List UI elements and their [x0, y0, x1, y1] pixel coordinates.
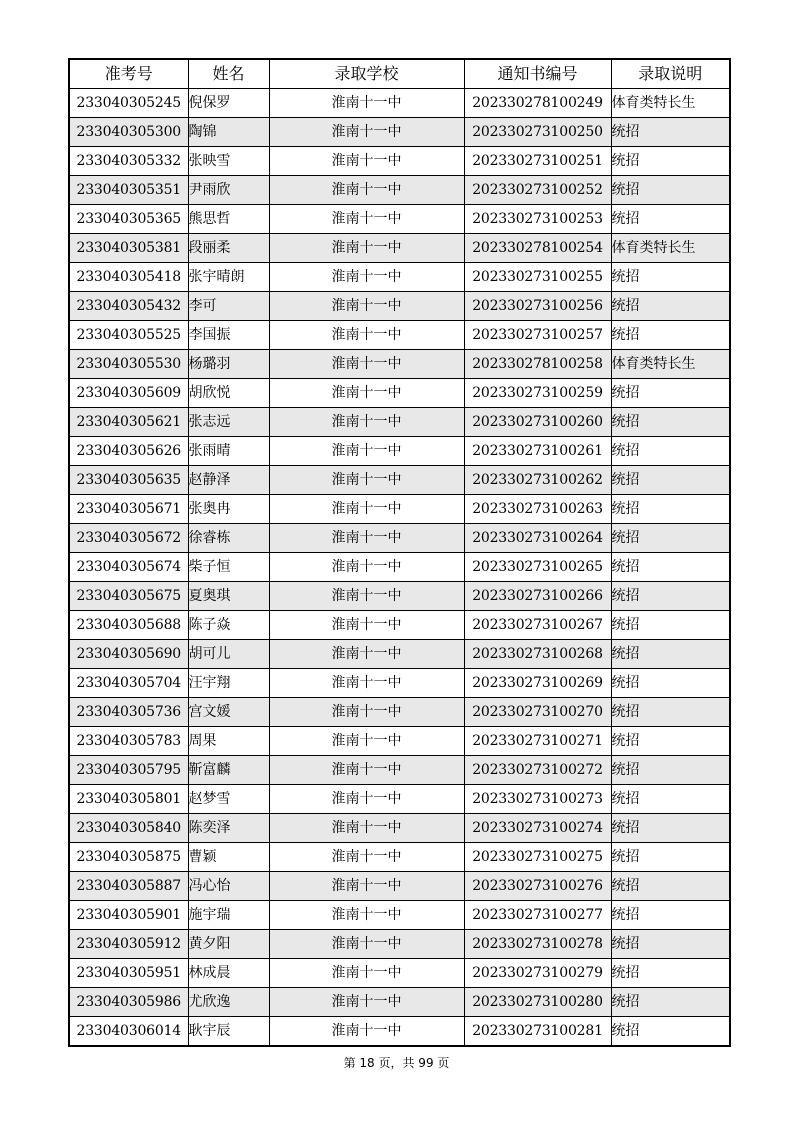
table-row: [69, 350, 730, 379]
student-name-cell: 柴子恒: [188, 553, 269, 582]
exam-number-cell: 233040305674: [69, 553, 188, 582]
notice-number-cell: 202330273100273: [464, 785, 611, 814]
exam-number-cell: 233040305887: [69, 872, 188, 901]
notice-number-cell: 202330273100278: [464, 930, 611, 959]
admission-note-cell: 统招: [611, 263, 730, 292]
student-name-cell: 尹雨欣: [188, 176, 269, 205]
header-row: [69, 59, 730, 89]
exam-number-cell: 233040305525: [69, 321, 188, 350]
student-name-cell: 胡欣悦: [188, 379, 269, 408]
notice-number-cell: 202330273100263: [464, 495, 611, 524]
student-name-cell: 张雨晴: [188, 437, 269, 466]
table-row: [69, 263, 730, 292]
admission-note-cell: 统招: [611, 582, 730, 611]
page-footer: 第 18 页，共 99 页: [343, 1056, 450, 1070]
table-row: [69, 118, 730, 147]
admitted-school-cell: 淮南十一中: [269, 930, 464, 959]
admitted-school-cell: 淮南十一中: [269, 727, 464, 756]
admission-note-cell: 统招: [611, 379, 730, 408]
table-row: [69, 408, 730, 437]
table-row: [69, 959, 730, 988]
admission-note-cell: 统招: [611, 640, 730, 669]
student-name-cell: 徐睿栋: [188, 524, 269, 553]
table-body: [69, 89, 730, 1047]
exam-number-cell: 233040305704: [69, 669, 188, 698]
exam-number-cell: 233040305432: [69, 292, 188, 321]
notice-number-cell: 202330273100250: [464, 118, 611, 147]
notice-number-cell: 202330273100252: [464, 176, 611, 205]
notice-number-cell: 202330273100260: [464, 408, 611, 437]
notice-number-cell: 202330273100267: [464, 611, 611, 640]
student-name-cell: 李可: [188, 292, 269, 321]
student-name-cell: 曹颖: [188, 843, 269, 872]
admission-note-cell: 统招: [611, 611, 730, 640]
admitted-school-cell: 淮南十一中: [269, 263, 464, 292]
table-row: [69, 524, 730, 553]
exam-number-cell: 233040305381: [69, 234, 188, 263]
admission-note-cell: 统招: [611, 814, 730, 843]
table-row: [69, 698, 730, 727]
exam-number-cell: 233040305688: [69, 611, 188, 640]
notice-number-cell: 202330273100270: [464, 698, 611, 727]
exam-number-cell: 233040305621: [69, 408, 188, 437]
notice-number-cell: 202330273100261: [464, 437, 611, 466]
student-name-cell: 施宇瑞: [188, 901, 269, 930]
admission-note-cell: 统招: [611, 408, 730, 437]
admitted-school-cell: 淮南十一中: [269, 466, 464, 495]
admitted-school-cell: 淮南十一中: [269, 176, 464, 205]
exam-number-cell: 233040305672: [69, 524, 188, 553]
admitted-school-cell: 淮南十一中: [269, 437, 464, 466]
notice-number-cell: 202330273100276: [464, 872, 611, 901]
notice-number-cell: 202330273100275: [464, 843, 611, 872]
admitted-school-cell: 淮南十一中: [269, 118, 464, 147]
admission-note-cell: 统招: [611, 930, 730, 959]
table-row: [69, 785, 730, 814]
notice-number-cell: 202330273100280: [464, 988, 611, 1017]
admission-note-cell: 统招: [611, 118, 730, 147]
admission-note-cell: 统招: [611, 843, 730, 872]
notice-number-cell: 202330273100277: [464, 901, 611, 930]
table-row: [69, 756, 730, 785]
admitted-school-cell: 淮南十一中: [269, 785, 464, 814]
admitted-school-cell: 淮南十一中: [269, 147, 464, 176]
student-name-cell: 熊思哲: [188, 205, 269, 234]
exam-number-cell: 233040305609: [69, 379, 188, 408]
header-admission-note: 录取说明: [611, 59, 730, 89]
table-row: [69, 872, 730, 901]
table-row: [69, 437, 730, 466]
table-row: [69, 147, 730, 176]
notice-number-cell: 202330278100258: [464, 350, 611, 379]
notice-number-cell: 202330273100265: [464, 553, 611, 582]
student-name-cell: 陈子焱: [188, 611, 269, 640]
admission-note-cell: 统招: [611, 988, 730, 1017]
admitted-school-cell: 淮南十一中: [269, 640, 464, 669]
student-name-cell: 耿宇辰: [188, 1017, 269, 1047]
header-exam-number: 准考号: [69, 59, 188, 89]
student-name-cell: 李国振: [188, 321, 269, 350]
exam-number-cell: 233040305351: [69, 176, 188, 205]
student-name-cell: 汪宇翔: [188, 669, 269, 698]
admission-table: [68, 58, 731, 1047]
notice-number-cell: 202330273100279: [464, 959, 611, 988]
student-name-cell: 周果: [188, 727, 269, 756]
student-name-cell: 赵静泽: [188, 466, 269, 495]
exam-number-cell: 233040305875: [69, 843, 188, 872]
table-row: [69, 901, 730, 930]
exam-number-cell: 233040305626: [69, 437, 188, 466]
exam-number-cell: 233040305901: [69, 901, 188, 930]
notice-number-cell: 202330273100271: [464, 727, 611, 756]
exam-number-cell: 233040305951: [69, 959, 188, 988]
student-name-cell: 张奥冉: [188, 495, 269, 524]
table-row: [69, 379, 730, 408]
exam-number-cell: 233040305245: [69, 89, 188, 118]
table-row: [69, 466, 730, 495]
admitted-school-cell: 淮南十一中: [269, 524, 464, 553]
student-name-cell: 赵梦雪: [188, 785, 269, 814]
admitted-school-cell: 淮南十一中: [269, 669, 464, 698]
exam-number-cell: 233040305675: [69, 582, 188, 611]
student-name-cell: 冯心怡: [188, 872, 269, 901]
admitted-school-cell: 淮南十一中: [269, 756, 464, 785]
admission-note-cell: 统招: [611, 756, 730, 785]
admitted-school-cell: 淮南十一中: [269, 350, 464, 379]
admission-note-cell: 统招: [611, 524, 730, 553]
admitted-school-cell: 淮南十一中: [269, 901, 464, 930]
admitted-school-cell: 淮南十一中: [269, 959, 464, 988]
admitted-school-cell: 淮南十一中: [269, 495, 464, 524]
admission-note-cell: 统招: [611, 785, 730, 814]
exam-number-cell: 233040305986: [69, 988, 188, 1017]
admission-note-cell: 统招: [611, 147, 730, 176]
table-row: [69, 234, 730, 263]
notice-number-cell: 202330273100256: [464, 292, 611, 321]
notice-number-cell: 202330273100251: [464, 147, 611, 176]
admitted-school-cell: 淮南十一中: [269, 89, 464, 118]
notice-number-cell: 202330273100281: [464, 1017, 611, 1047]
admitted-school-cell: 淮南十一中: [269, 379, 464, 408]
exam-number-cell: 233040305795: [69, 756, 188, 785]
exam-number-cell: 233040305332: [69, 147, 188, 176]
exam-number-cell: 233040305418: [69, 263, 188, 292]
table-row: [69, 669, 730, 698]
table-row: [69, 988, 730, 1017]
admitted-school-cell: 淮南十一中: [269, 582, 464, 611]
table-row: [69, 930, 730, 959]
student-name-cell: 杨璐羽: [188, 350, 269, 379]
exam-number-cell: 233040306014: [69, 1017, 188, 1047]
student-name-cell: 靳富麟: [188, 756, 269, 785]
exam-number-cell: 233040305801: [69, 785, 188, 814]
student-name-cell: 胡可儿: [188, 640, 269, 669]
student-name-cell: 林成晨: [188, 959, 269, 988]
student-name-cell: 张志远: [188, 408, 269, 437]
table-row: [69, 611, 730, 640]
student-name-cell: 夏奥琪: [188, 582, 269, 611]
notice-number-cell: 202330273100269: [464, 669, 611, 698]
exam-number-cell: 233040305671: [69, 495, 188, 524]
exam-number-cell: 233040305530: [69, 350, 188, 379]
notice-number-cell: 202330273100272: [464, 756, 611, 785]
notice-number-cell: 202330278100249: [464, 89, 611, 118]
admitted-school-cell: 淮南十一中: [269, 321, 464, 350]
student-name-cell: 张映雪: [188, 147, 269, 176]
admission-note-cell: 统招: [611, 698, 730, 727]
notice-number-cell: 202330273100262: [464, 466, 611, 495]
student-name-cell: 宫文媛: [188, 698, 269, 727]
table-row: [69, 89, 730, 118]
table-row: [69, 843, 730, 872]
header-notice-number: 通知书编号: [464, 59, 611, 89]
admitted-school-cell: 淮南十一中: [269, 814, 464, 843]
student-name-cell: 倪保罗: [188, 89, 269, 118]
student-name-cell: 段丽柔: [188, 234, 269, 263]
admitted-school-cell: 淮南十一中: [269, 988, 464, 1017]
admission-note-cell: 统招: [611, 959, 730, 988]
admitted-school-cell: 淮南十一中: [269, 698, 464, 727]
admission-note-cell: 体育类特长生: [611, 350, 730, 379]
admission-note-cell: 统招: [611, 321, 730, 350]
admitted-school-cell: 淮南十一中: [269, 843, 464, 872]
table-row: [69, 292, 730, 321]
notice-number-cell: 202330273100268: [464, 640, 611, 669]
admitted-school-cell: 淮南十一中: [269, 611, 464, 640]
table-row: [69, 205, 730, 234]
admitted-school-cell: 淮南十一中: [269, 205, 464, 234]
admission-note-cell: 统招: [611, 901, 730, 930]
table-row: [69, 814, 730, 843]
table-row: [69, 640, 730, 669]
notice-number-cell: 202330273100255: [464, 263, 611, 292]
header-name: 姓名: [188, 59, 269, 89]
student-name-cell: 黄夕阳: [188, 930, 269, 959]
admission-note-cell: 统招: [611, 495, 730, 524]
admitted-school-cell: 淮南十一中: [269, 1017, 464, 1047]
student-name-cell: 陈奕泽: [188, 814, 269, 843]
exam-number-cell: 233040305912: [69, 930, 188, 959]
admitted-school-cell: 淮南十一中: [269, 234, 464, 263]
admission-note-cell: 统招: [611, 1017, 730, 1047]
student-name-cell: 尤欣逸: [188, 988, 269, 1017]
table-row: [69, 176, 730, 205]
admission-note-cell: 体育类特长生: [611, 89, 730, 118]
admission-note-cell: 统招: [611, 205, 730, 234]
admission-note-cell: 体育类特长生: [611, 234, 730, 263]
admitted-school-cell: 淮南十一中: [269, 553, 464, 582]
notice-number-cell: 202330273100253: [464, 205, 611, 234]
exam-number-cell: 233040305365: [69, 205, 188, 234]
table-header: [69, 59, 730, 89]
admitted-school-cell: 淮南十一中: [269, 408, 464, 437]
exam-number-cell: 233040305783: [69, 727, 188, 756]
notice-number-cell: 202330273100257: [464, 321, 611, 350]
admitted-school-cell: 淮南十一中: [269, 292, 464, 321]
admission-note-cell: 统招: [611, 727, 730, 756]
table-row: [69, 321, 730, 350]
header-admitted-school: 录取学校: [269, 59, 464, 89]
admission-note-cell: 统招: [611, 292, 730, 321]
notice-number-cell: 202330273100274: [464, 814, 611, 843]
exam-number-cell: 233040305736: [69, 698, 188, 727]
table-row: [69, 495, 730, 524]
notice-number-cell: 202330273100259: [464, 379, 611, 408]
admission-note-cell: 统招: [611, 176, 730, 205]
student-name-cell: 陶锦: [188, 118, 269, 147]
admitted-school-cell: 淮南十一中: [269, 872, 464, 901]
admission-note-cell: 统招: [611, 872, 730, 901]
exam-number-cell: 233040305690: [69, 640, 188, 669]
table-row: [69, 553, 730, 582]
exam-number-cell: 233040305300: [69, 118, 188, 147]
notice-number-cell: 202330273100266: [464, 582, 611, 611]
table-row: [69, 582, 730, 611]
notice-number-cell: 202330273100264: [464, 524, 611, 553]
admission-note-cell: 统招: [611, 553, 730, 582]
admission-note-cell: 统招: [611, 669, 730, 698]
exam-number-cell: 233040305635: [69, 466, 188, 495]
exam-number-cell: 233040305840: [69, 814, 188, 843]
admission-note-cell: 统招: [611, 466, 730, 495]
table-row: [69, 727, 730, 756]
student-name-cell: 张宇晴朗: [188, 263, 269, 292]
notice-number-cell: 202330278100254: [464, 234, 611, 263]
table-row: [69, 1017, 730, 1047]
admission-note-cell: 统招: [611, 437, 730, 466]
